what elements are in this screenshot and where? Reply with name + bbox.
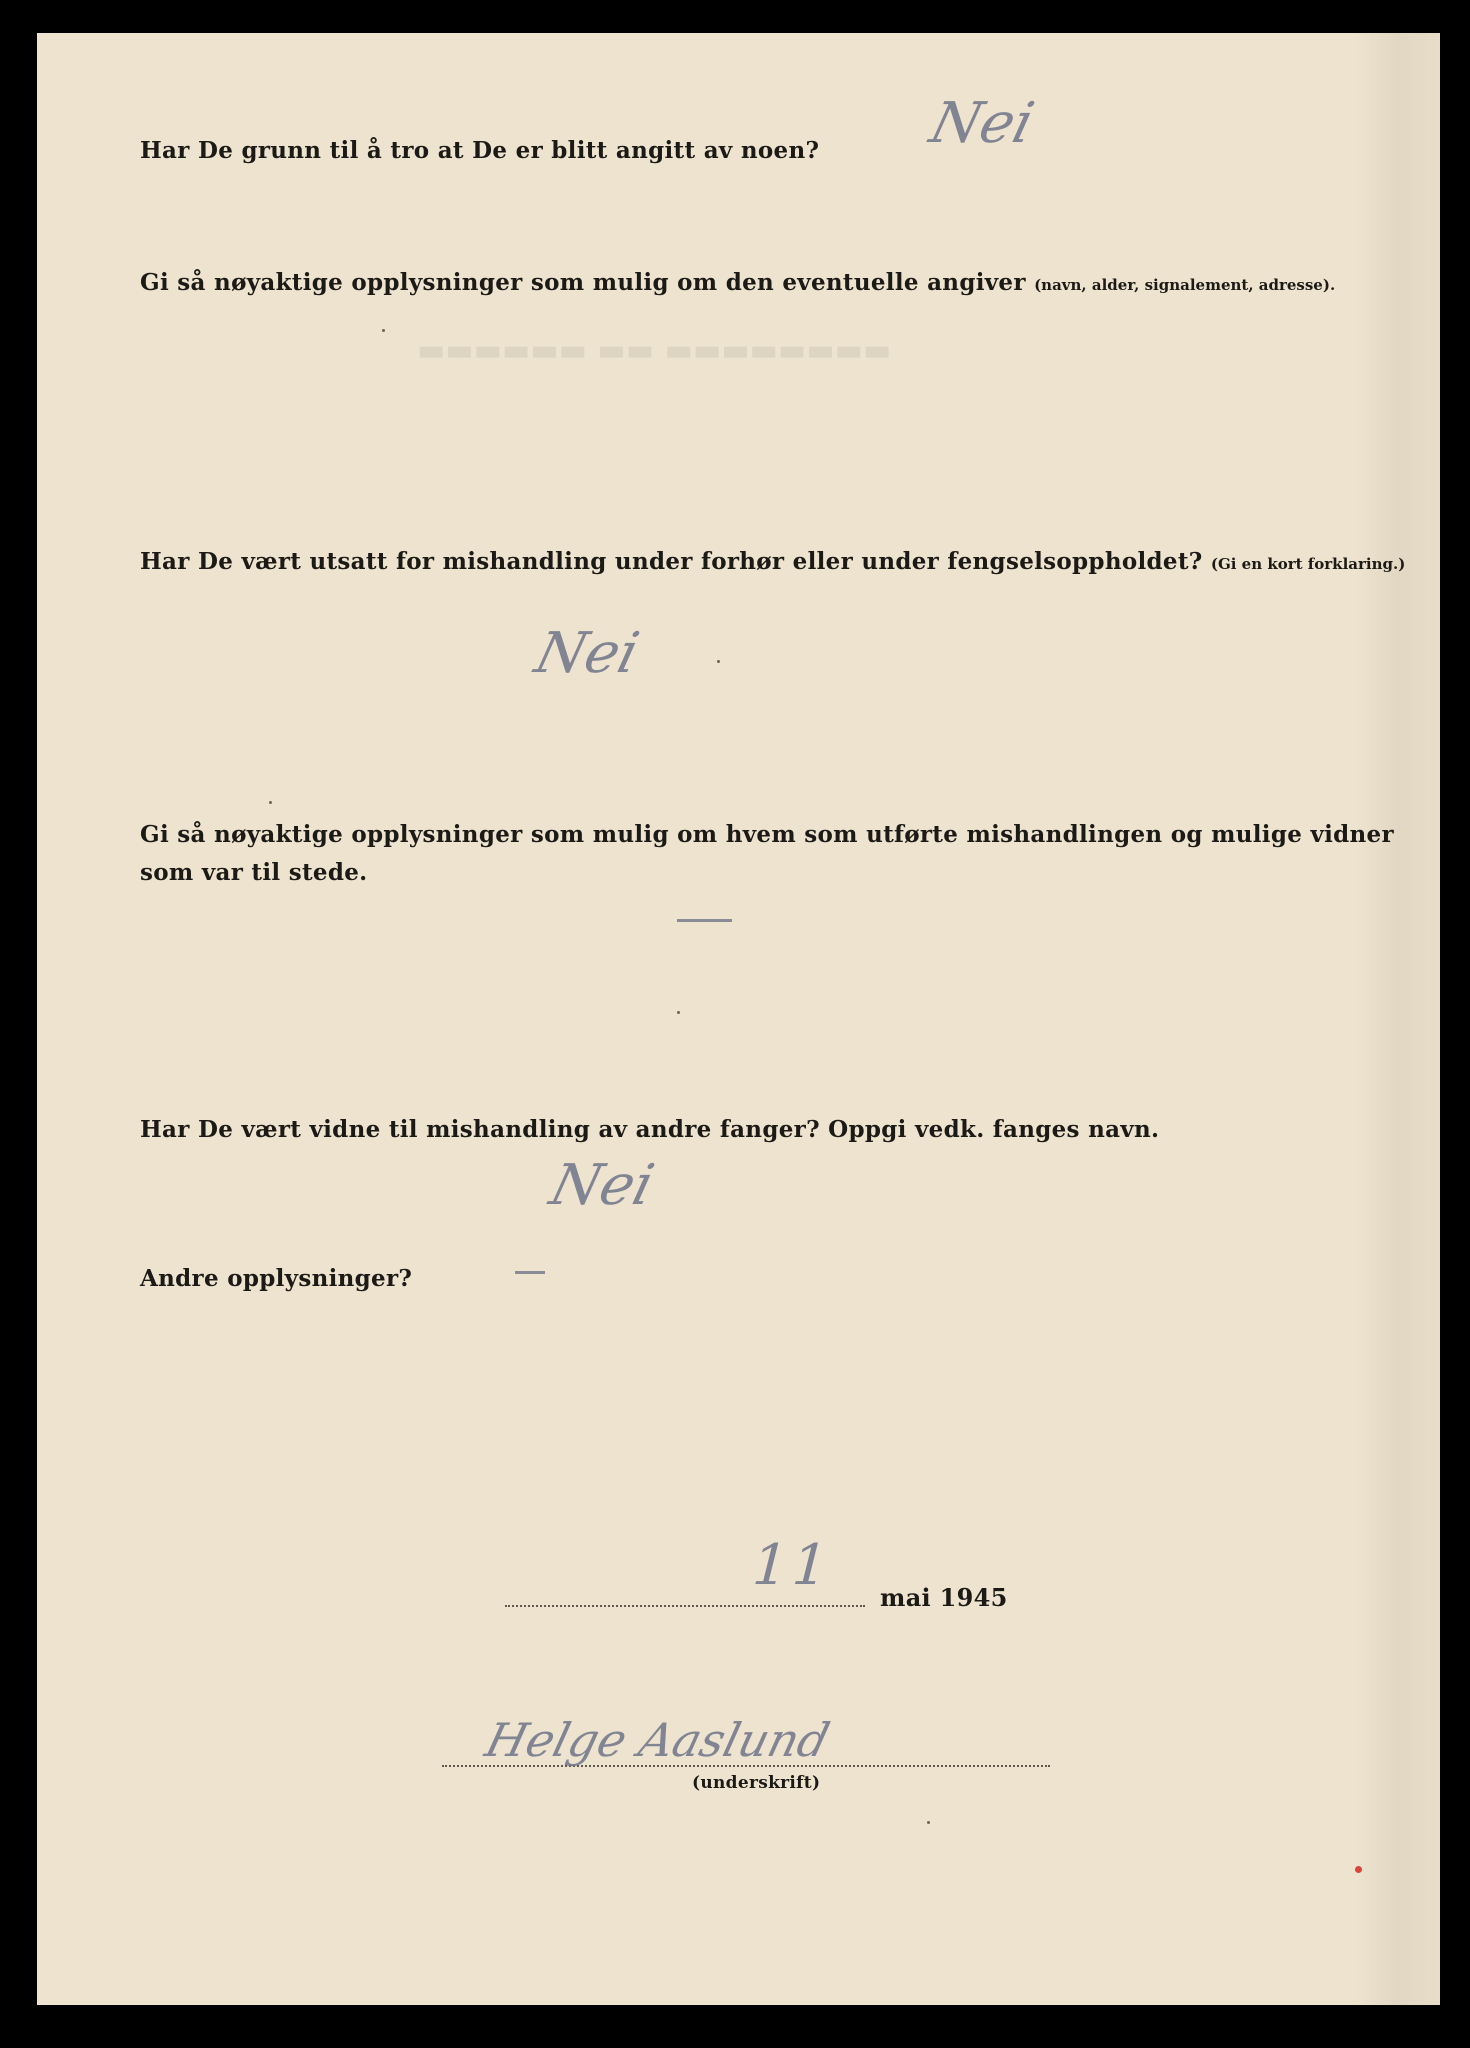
speck (269, 801, 272, 804)
question-andre-opplysninger: Andre opplysninger? (140, 1265, 413, 1292)
question-andre-fanger: Har De vært vidne til mishandling av andre fanger? Oppgi vedk. fanges navn. (140, 1116, 1160, 1143)
dash-andre-opplysninger (515, 1271, 545, 1274)
question-angiver-note: (navn, alder, signalement, adresse). (1034, 276, 1336, 294)
signature-caption: (underskrift) (692, 1773, 821, 1793)
bleed-through-heading: ▬▬▬▬▬▬ ▬▬ ▬▬▬▬▬▬▬▬ (417, 333, 892, 368)
speck (677, 1011, 680, 1014)
red-speck (1355, 1866, 1362, 1873)
question-angitt: Har De grunn til å tro at De er blitt angitt av noen? (140, 137, 820, 164)
answer-mishandling: Nei (528, 621, 646, 686)
date-day-handwritten: 11 (743, 1533, 840, 1598)
answer-angitt: Nei (923, 91, 1041, 156)
question-vidner: Gi så nøyaktige opplysninger som mulig om hvem som utførte mishandlingen og mulige vidner som var til stede. (140, 821, 1394, 886)
date-month-year: mai 1945 (880, 1583, 1008, 1612)
dash-vidner (677, 919, 732, 922)
question-mishandling-note: (Gi en kort forklaring.) (1210, 555, 1406, 573)
form-page (37, 33, 1440, 2005)
date-day-line (505, 1605, 865, 1607)
question-mishandling-text: Har De vært utsatt for mishandling under forhør eller under fengselsoppholdet? (140, 548, 1203, 575)
question-angiver (140, 269, 1335, 296)
speck (927, 1821, 930, 1824)
speck (717, 660, 720, 663)
speck (382, 329, 385, 332)
question-mishandling (140, 548, 1405, 575)
question-angiver-text: Gi så nøyaktige opplysninger som mulig om den eventuelle angiver (140, 269, 1026, 296)
answer-andre-fanger: Nei (543, 1153, 661, 1218)
signature-handwritten: Helge Aaslund (480, 1713, 835, 1767)
